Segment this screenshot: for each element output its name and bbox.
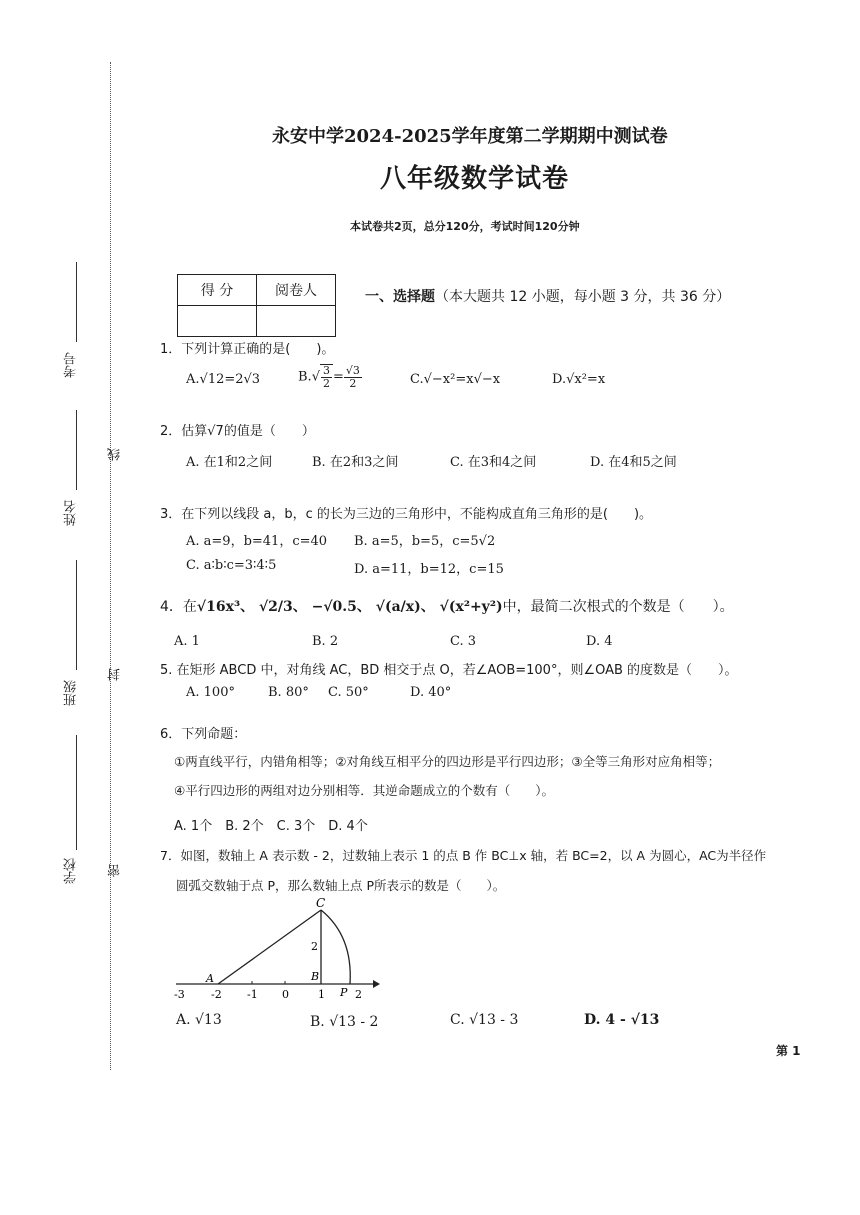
name-blank: [76, 410, 77, 490]
q4-option-c: C. 3: [450, 634, 477, 649]
q5-stem: 5. 在矩形 ABCD 中，对角线 AC，BD 相交于点 O，若∠AOB=100°，则∠OAB 的度数是（ ）。: [160, 663, 738, 678]
class-label: 班级: [64, 680, 79, 706]
tick-label: 2: [355, 988, 362, 1001]
seal-secret: 密: [108, 864, 123, 877]
school-blank: [76, 735, 77, 850]
q4-option-d: D. 4: [586, 634, 613, 649]
q2-option-a: A. 在1和2之间: [186, 455, 273, 470]
tick-label: -2: [211, 988, 222, 1001]
q3-option-a: A. a=9，b=41，c=40: [186, 534, 328, 549]
page-number: 第 1: [776, 1044, 801, 1058]
q3-option-b: B. a=5，b=5，c=5√2: [354, 534, 496, 549]
tick-label: -3: [174, 988, 185, 1001]
q7-option-d: D. 4 - √13: [584, 1012, 660, 1028]
q4-option-b: B. 2: [312, 634, 339, 649]
section-desc: （本大题共 12 小题，每小题 3 分，共 36 分）: [435, 289, 731, 305]
section-title: 一、选择题: [365, 289, 435, 305]
q5-option-a: A. 100°: [186, 685, 235, 700]
tick-label: 0: [282, 988, 289, 1001]
q4-stem: 4．在√16x³、 √2/3、 −√0.5、 √(a/x)、 √(x²+y²)中，最简二次根式的个数是（ ）。: [160, 599, 734, 615]
q1-a-expr: √12=2√3: [199, 372, 261, 387]
q1-option-b: B.√ $\frac{3}{2}$ = $\frac{√3}{2}$: [298, 363, 360, 390]
q2-stem: 2．估算√7的值是（ ）: [160, 424, 315, 439]
q6-stem: 6．下列命题：: [160, 727, 247, 742]
name-label: 姓名: [64, 500, 79, 526]
q3-stem: 3．在下列以线段 a，b，c 的长为三边的三角形中，不能构成直角三角形的是( )。: [160, 507, 653, 522]
q5-option-c: C. 50°: [328, 685, 369, 700]
grader-header: 阅卷人: [257, 275, 336, 306]
seal-line: 线: [108, 448, 123, 461]
class-blank: [76, 560, 77, 670]
binding-line: [110, 62, 111, 1070]
label-bc-length: 2: [311, 940, 318, 953]
score-header: 得 分: [178, 275, 257, 306]
q7-option-a: A. √13: [176, 1012, 222, 1028]
exam-note: 本试卷共2页，总分120分，考试时间120分钟: [350, 220, 580, 233]
score-cell[interactable]: [178, 306, 257, 337]
q1-option-c: C.√−x²=x√−x: [410, 372, 501, 387]
q1-stem: 1．下列计算正确的是( )。: [160, 342, 335, 357]
exam-number-label: 考号: [64, 352, 79, 378]
seal-seal: 封: [108, 668, 123, 681]
q3-option-d: D. a=11，b=12，c=15: [354, 562, 504, 577]
exam-number-blank: [76, 262, 77, 342]
q5-option-b: B. 80°: [268, 685, 309, 700]
segment-ac: [218, 910, 321, 984]
q7-line2: 圆弧交数轴于点 P，那么数轴上点 P所表示的数是（ ）。: [176, 878, 506, 893]
q7-line1: 7．如图，数轴上 A 表示数 - 2，过数轴上表示 1 的点 B 作 BC⊥x 轴，若 BC=2，以 A 为圆心，AC为半径作: [160, 848, 767, 863]
label-a: A: [206, 972, 214, 985]
score-table: [177, 274, 336, 337]
q5-option-d: D. 40°: [410, 685, 452, 700]
label-c: C: [316, 896, 326, 910]
q3-option-c: C. a∶b∶c=3∶4∶5: [186, 558, 277, 573]
label-p: P: [340, 986, 348, 999]
label-b: B: [311, 970, 320, 983]
q2-option-d: D. 在4和5之间: [590, 455, 677, 470]
q6-line1: ①两直线平行，内错角相等；②对角线互相平分的四边形是平行四边形；③全等三角形对应角相等；: [174, 754, 721, 769]
arc-cp: [321, 910, 350, 984]
tick-label: 1: [318, 988, 325, 1001]
exam-title: 永安中学2024-2025学年度第二学期期中测试卷: [272, 126, 668, 147]
q1-option-a: A.√12=2√3: [186, 372, 261, 387]
q2-option-c: C. 在3和4之间: [450, 455, 537, 470]
q1-option-d: D.√x²=x: [552, 372, 606, 387]
axis-arrow-icon: [373, 980, 380, 988]
q1-c-expr: √−x²=x√−x: [423, 372, 501, 387]
q6-line2: ④平行四边形的两组对边分别相等．其逆命题成立的个数有（ ）。: [174, 783, 554, 798]
q4-option-a: A. 1: [174, 634, 200, 649]
q4-terms: √16x³、 √2/3、 −√0.5、 √(a/x)、 √(x²+y²): [196, 599, 503, 615]
exam-subtitle: 八年级数学试卷: [380, 164, 570, 194]
grader-cell[interactable]: [257, 306, 336, 337]
section-heading: [365, 286, 730, 306]
q1-d-expr: √x²=x: [566, 372, 606, 387]
q6-options: A. 1个 B. 2个 C. 3个 D. 4个: [174, 819, 368, 834]
tick-label: -1: [247, 988, 258, 1001]
q7-figure: [168, 896, 388, 1006]
school-label: 学校: [64, 858, 79, 884]
q7-option-b: B. √13 - 2: [310, 1014, 379, 1030]
q7-option-c: C. √13 - 3: [450, 1012, 519, 1028]
q2-option-b: B. 在2和3之间: [312, 455, 399, 470]
